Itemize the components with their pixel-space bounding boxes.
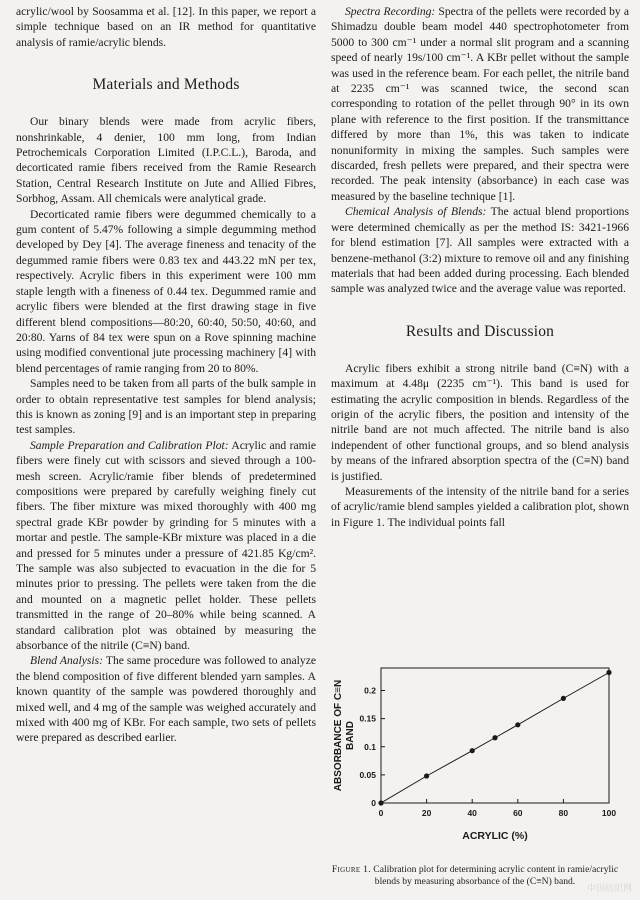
- section-heading-results-discussion: Results and Discussion: [405, 322, 555, 340]
- paragraph-spectra-recording: [331, 4, 629, 204]
- y-axis-label: ABSORBANCE OF C≡N: [333, 679, 344, 792]
- text-blend-analysis: The same procedure was followed to analyze the blend composition of five different blended yarn samples. A known quantity of the sample was powdered thoroughly and mixed well, and 4 mg of the sample was weighed accurately and mixed with 400 mg of KBr. For each sample, two sets of pellets were prepared as described earlier.: [16, 654, 316, 745]
- x-tick-label: 60: [513, 808, 523, 818]
- y-tick-label: 0.15: [359, 713, 376, 724]
- data-point: [378, 800, 383, 805]
- x-tick-label: 20: [421, 808, 432, 818]
- caption-text: Calibration plot for determining acrylic content in ramie/acrylic blends by measuring absorbance of the (C≡N) band.: [370, 864, 619, 887]
- runin-sample-preparation: Sample Preparation and Calibration Plot:: [30, 438, 229, 452]
- paragraph-blend-analysis: [16, 653, 316, 745]
- y-tick-label: 0: [371, 798, 376, 808]
- intro-paragraph: acrylic/wool by Soosamma et al. [12]. In this paper, we report a simple technique based on an IR method for quantitative analysis of ramie/acrylic blends.: [16, 5, 316, 49]
- paragraph-sample-preparation: [16, 438, 316, 654]
- paragraph-zoning: Samples need to be taken from all parts of the bulk sample in order to obtain representative test samples for blend analysis; this is known as zoning [9] and is an important step in preparing test samples.: [16, 377, 316, 437]
- data-point: [470, 748, 475, 753]
- watermark: 中国纺织网: [586, 883, 632, 893]
- paragraph-calibration-intro: Measurements of the intensity of the nitrile band for a series of acrylic/ramie blend samples yielded a calibration plot, shown in Figure 1. The individual points fall: [331, 484, 629, 529]
- calibration-chart: [325, 648, 630, 860]
- paragraph-nitrile-band: Acrylic fibers exhibit a strong nitrile band (C≡N) with a maximum at 4.48μ (2235 cm⁻¹). This band is used for estimating the acrylic composition in blends. Regardless of the origin of the acrylic fibers, the position and intensity of the nitrile band are not much affected. The nitrile band is also independent of other functional groups, and so blend analysis by means of the infrared absorption spectra of the (C≡N) band is justified.: [331, 361, 629, 483]
- runin-chemical-analysis: Chemical Analysis of Blends:: [345, 205, 487, 219]
- x-axis-label: ACRYLIC (%): [462, 830, 528, 842]
- figure-1: [325, 648, 630, 898]
- left-column: [16, 4, 316, 746]
- data-point: [424, 773, 429, 778]
- runin-blend-analysis: Blend Analysis:: [30, 654, 104, 668]
- data-point: [492, 735, 497, 740]
- right-column: [331, 4, 629, 530]
- x-tick-label: 100: [601, 808, 617, 818]
- runin-spectra-recording: Spectra Recording:: [345, 5, 436, 18]
- data-point: [515, 722, 520, 727]
- figure-caption: [325, 864, 625, 888]
- paragraph-chemical-analysis: [331, 204, 629, 296]
- data-point: [606, 670, 611, 675]
- data-point: [561, 696, 566, 701]
- y-tick-label: 0.1: [364, 741, 376, 752]
- paragraph-materials: Our binary blends were made from acrylic fibers, nonshrinkable, 4 denier, 100 mm long, from Indian Petrochemicals Corporation Limited (I.P.C.L.), Baroda, and decorticated ramie fibers received from the Ramie Research Station, Central Research Institute on Jute and Allied Fibres, Sorbhog, Assam. All chemicals were analytical grade.: [16, 115, 316, 206]
- x-tick-label: 0: [378, 808, 384, 818]
- caption-label: Figure 1.: [331, 864, 371, 875]
- text-spectra-recording: Spectra of the pellets were recorded by a Shimadzu double beam model 440 spectrophotometer from 5000 to 300 cm⁻¹ under a normal slit program and a scanning speed of nearly 19s/100 cm⁻¹. A KBr pellet without the sample was used in the reference beam. For each pellet, the nitrile band at 2235 cm⁻¹ was scanned twice, the second scan corresponding to rotation of the pellet through 90° in its own plane with reference to the first position. If the transmittance differed by more than 1%, this was taken to indicate nonuniformity in mixing the samples. Such samples were discarded, fresh pellets were prepared, and their spectra were recorded. The peak intensity (absorbance) in each case was measured by the baseline technique [1].: [331, 5, 629, 203]
- y-tick-label: 0.2: [364, 685, 376, 696]
- text-chemical-analysis: The actual blend proportions were determined chemically as per the method IS: 3421-1966 for blend estimation [7]. All samples were extracted with a benzene-methanol (3:2) mixture to remove oil and any finishing materials that had been added during processing. Each blended sample was analyzed twice and the average value was reported.: [331, 205, 629, 296]
- y-axis-label-band: BAND: [345, 721, 356, 750]
- text-sample-preparation: Acrylic and ramie fibers were finely cut with scissors and sieved through a 100-mesh screen. Acrylic/ramie fiber blends of predetermined compositions were prepared by carefully weighing finely cut fibers. The fiber mixture was mixed thoroughly with 400 mg spectral grade KBr powder by grinding for 5 minutes with a mortar and pestle. The sample-KBr mixture was placed in a die and pressed for 5 minutes under a pressure of 421.85 Kg/cm². The sample was also subjected to evacuation in the die for 5 minutes prior to pressing. The pellets were taken from the die and mounted on a magnetic pellet holder. These pellets transmitted in the range of 20–80% while being scanned. A standard calibration plot was obtained by measuring the absorbance of the nitrile (C≡N) band.: [16, 438, 316, 653]
- x-tick-label: 40: [467, 808, 477, 818]
- paragraph-degumming: Decorticated ramie fibers were degummed chemically to a gum content of 5.47% following a simple degumming method developed by Dey [4]. The average fineness and tenacity of the degummed ramie fibers were 0.83 tex and 443.22 mN per tex, respectively. Acrylic fibers in this experiment were 100 mm staple length with a fineness of 0.44 tex. Degummed ramie and acrylic fibers were blended at the first drawing stage in five different blend compositions—80:20, 60:40, 50:50, 40:60, and 20:80. Yarns of 84 tex were spun on a Rove spinning machine using modified conventional jute processing machinery [4] with blend percentages of ramie ranging from 20 to 80%.: [16, 207, 316, 375]
- section-heading-materials-methods: Materials and Methods: [92, 76, 240, 94]
- y-tick-label: 0.05: [359, 769, 376, 780]
- x-tick-label: 80: [558, 808, 569, 818]
